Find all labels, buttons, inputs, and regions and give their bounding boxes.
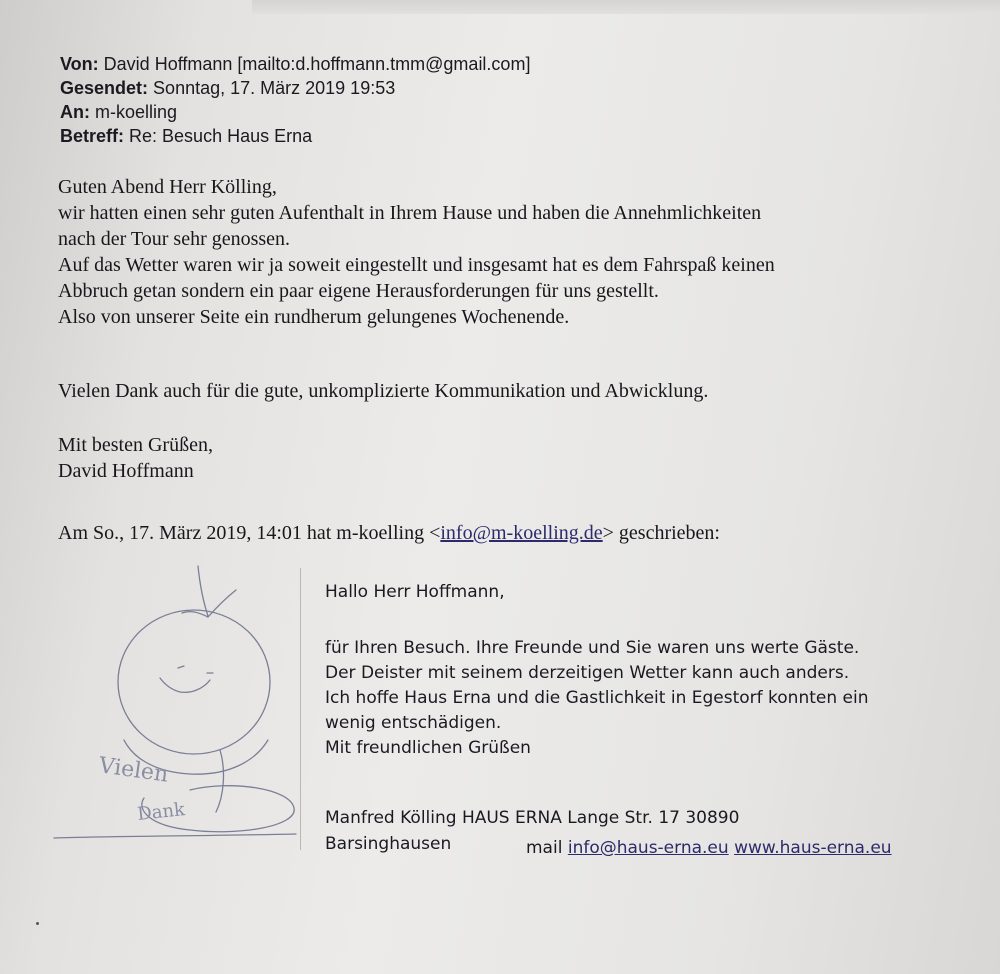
to-row — [60, 100, 530, 124]
from-row — [60, 52, 530, 76]
sent-row — [60, 76, 530, 100]
sent-value: Sonntag, 17. März 2019 19:53 — [153, 78, 396, 98]
body-line: Abbruch getan sondern ein paar eigene Herausforderungen für uns gestellt. — [58, 280, 659, 302]
to-value: m-koelling — [95, 102, 178, 122]
body-line: nach der Tour sehr genossen. — [58, 228, 291, 250]
quoted-greeting: Hallo Herr Hoffmann, — [325, 582, 505, 602]
body-line: Auf das Wetter waren wir ja soweit eingestellt und insgesamt hat es dem Fahrspaß keinen — [58, 254, 775, 276]
closing-block — [58, 432, 213, 484]
paper-edge — [252, 0, 1000, 14]
doodle-text-dank: Dank — [136, 799, 186, 825]
quoted-body — [325, 636, 869, 761]
quoted-line: Ich hoffe Haus Erna und die Gastlichkeit in Egestorf konnten ein — [325, 688, 869, 708]
subject-value: Re: Besuch Haus Erna — [129, 126, 313, 146]
email-header — [60, 52, 530, 148]
quoted-signature-city: Barsinghausen — [325, 834, 452, 854]
subject-row — [60, 124, 530, 148]
signature: David Hoffmann — [58, 460, 194, 482]
paper-speck — [36, 922, 39, 925]
quoted-line: Der Deister mit seinem derzeitigen Wetter kann auch anders. — [325, 663, 850, 683]
quote-intro-prefix: Am So., 17. März 2019, 14:01 hat m-koelling < — [58, 522, 441, 544]
from-value: David Hoffmann [mailto:d.hoffmann.tmm@gmail.com] — [103, 54, 531, 74]
quote-intro — [58, 522, 720, 545]
to-label: An: — [60, 102, 90, 122]
haus-erna-web-link[interactable]: www.haus-erna.eu — [734, 838, 892, 858]
haus-erna-email-link[interactable]: info@haus-erna.eu — [567, 838, 729, 858]
body-line: Also von unserer Seite ein rundherum gelungenes Wochenende. — [58, 306, 570, 328]
body-line: wir hatten einen sehr guten Aufenthalt in Ihrem Hause und haben die Annehmlichkeiten — [58, 202, 762, 224]
greeting: Guten Abend Herr Kölling, — [58, 176, 277, 198]
quoted-contact — [526, 836, 892, 861]
quoted-line: wenig entschädigen. — [325, 713, 502, 733]
quoted-line: für Ihren Besuch. Ihre Freunde und Sie waren uns werte Gäste. — [325, 638, 860, 658]
sent-label: Gesendet: — [60, 78, 149, 98]
closing: Mit besten Grüßen, — [58, 434, 213, 456]
mail-label: mail — [526, 838, 563, 858]
subject-label: Betreff: — [60, 126, 125, 146]
doodle-text-vielen: Vielen — [97, 753, 170, 788]
email-body — [58, 174, 958, 330]
quoted-line: Mit freundlichen Grüßen — [325, 738, 531, 758]
from-label: Von: — [60, 54, 99, 74]
quote-intro-email-link[interactable]: info@m-koelling.de — [440, 522, 603, 544]
quote-intro-suffix: > geschrieben: — [602, 522, 720, 544]
thanks-line: Vielen Dank auch für die gute, unkomplizierte Kommunikation und Abwicklung. — [58, 380, 709, 402]
quoted-signature-line1: Manfred Kölling HAUS ERNA Lange Str. 17 30890 — [325, 808, 740, 828]
smiley-drawing — [40, 560, 310, 850]
